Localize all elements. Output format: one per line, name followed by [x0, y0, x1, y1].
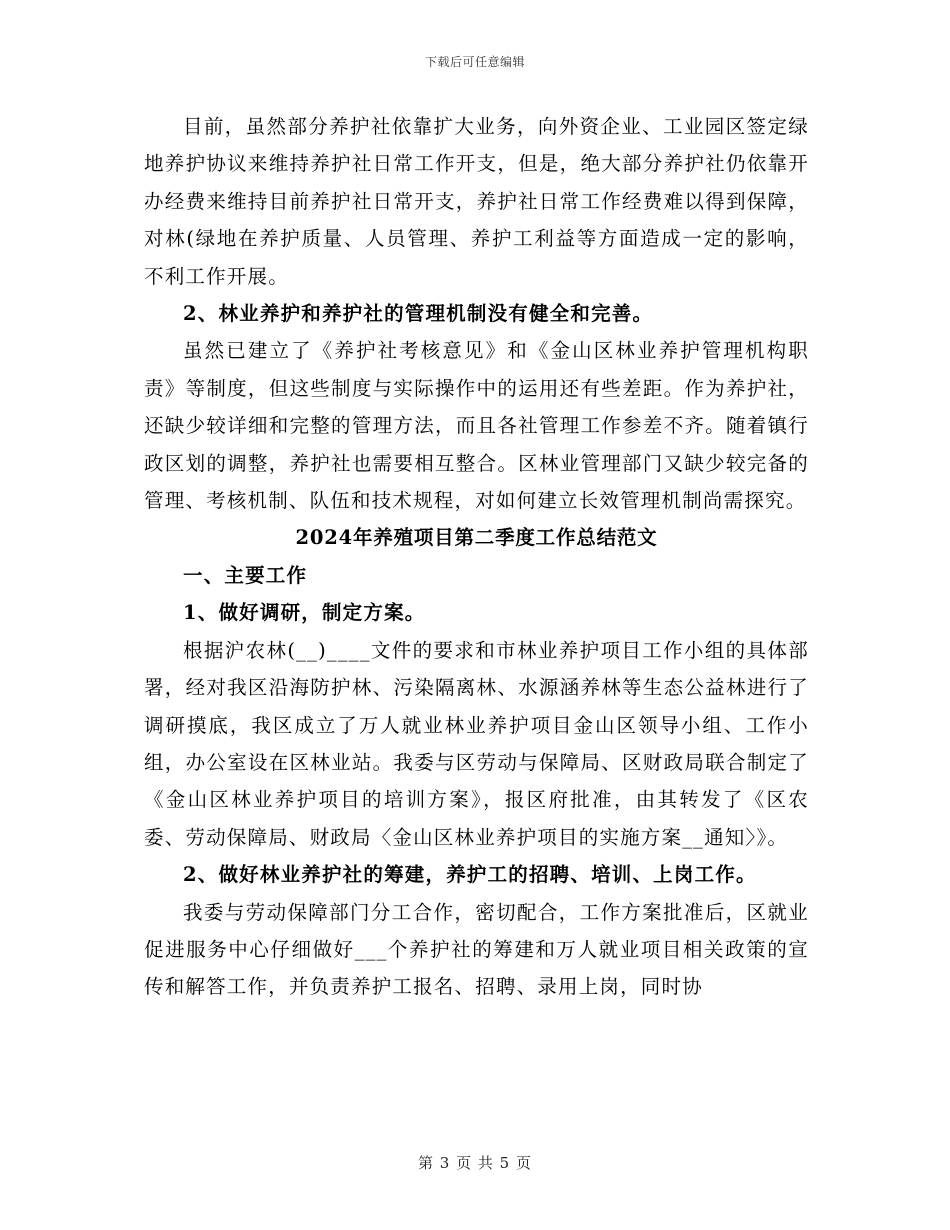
- page-header: 下载后可任意编辑: [424, 55, 525, 69]
- paragraph-recruitment: 我委与劳动保障部门分工合作，密切配合，工作方案批准后，区就业促进服务中心仔细做好___个养护社的筹建和万人就业项目相关政策的宣传和解答工作，并负责养护工报名、招聘、录用上岗，同时协: [144, 900, 809, 999]
- heading-research-plan: 1、做好调研，制定方案。: [183, 601, 426, 625]
- heading-recruitment: 2、做好林业养护社的筹建，养护工的招聘、培训、上岗工作。: [183, 863, 757, 887]
- heading-management-mechanism: 2、林业养护和养护社的管理机制没有健全和完善。: [183, 302, 654, 326]
- document-title: 2024年养殖项目第二季度工作总结范文: [295, 526, 658, 550]
- document-body: [144, 108, 809, 1006]
- paragraph-management: 虽然已建立了《养护社考核意见》和《金山区林业养护管理机构职责》等制度，但这些制度与实际操作中的运用还有些差距。作为养护社，还缺少较详细和完整的管理方法，而且各社管理工作参差不齐。随着镇行政区划的调整，养护社也需要相互整合。区林业管理部门又缺少较完备的管理、考核机制、队伍和技术规程，对如何建立长效管理机制尚需探究。: [144, 339, 809, 513]
- paragraph-research: 根据沪农林(__)____文件的要求和市林业养护项目工作小组的具体部署，经对我区沿海防护林、污染隔离林、水源涵养林等生态公益林进行了调研摸底，我区成立了万人就业林业养护项目金山区领导小组、工作小组，办公室设在区林业站。我委与区劳动与保障局、区财政局联合制定了《金山区林业养护项目的培训方案》，报区府批准，由其转发了《区农委、劳动保障局、财政局〈金山区林业养护项目的实施方案__通知〉》。: [144, 638, 809, 849]
- heading-main-work: 一、主要工作: [183, 563, 308, 587]
- paragraph-funding: 目前，虽然部分养护社依靠扩大业务，向外资企业、工业园区签定绿地养护协议来维持养护社日常工作开支，但是，绝大部分养护社仍依靠开办经费来维持目前养护社日常开支，养护社日常工作经费难以得到保障，对林(绿地在养护质量、人员管理、养护工利益等方面造成一定的影响，不利工作开展。: [144, 115, 809, 288]
- page-number: 第 3 页 共 5 页: [418, 1154, 532, 1172]
